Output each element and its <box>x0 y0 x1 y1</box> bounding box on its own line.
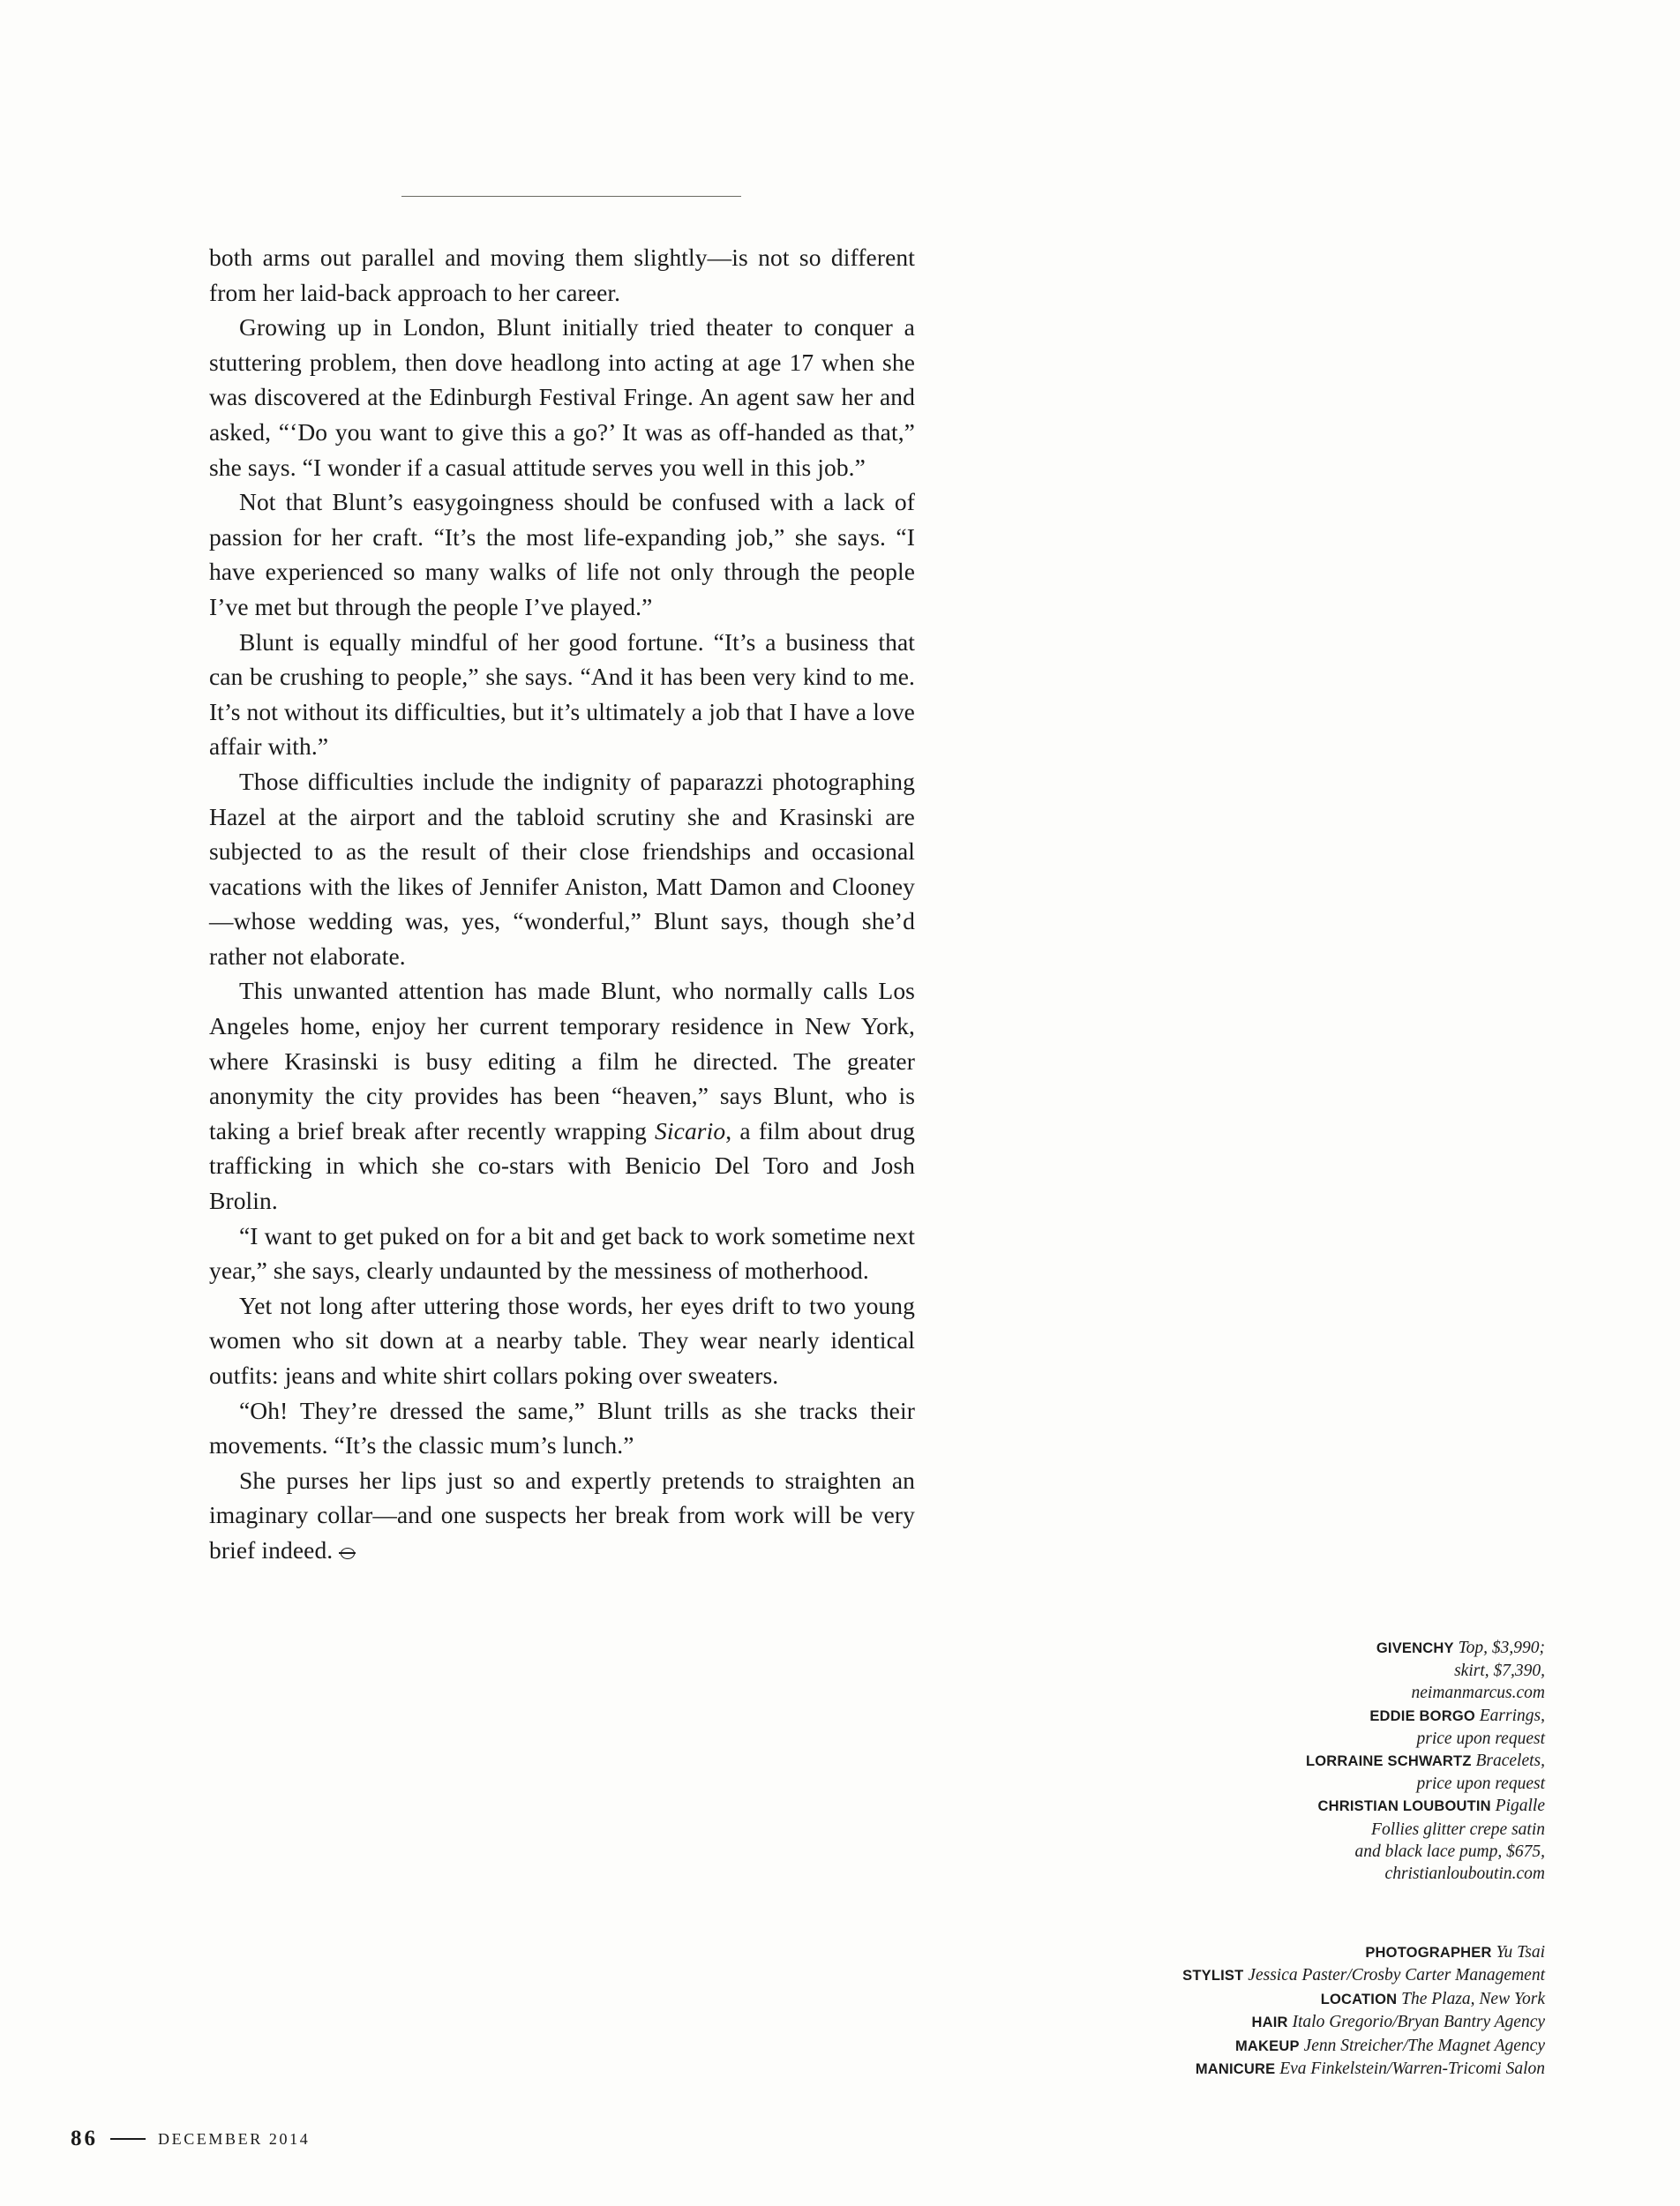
credit-line <box>1130 1819 1545 1841</box>
credit-detail: price upon request <box>1416 1729 1545 1748</box>
paragraph: Those difficulties include the indignity of paparazzi photographing Hazel at the airport and the tabloid scrutiny she and Krasinski are subjected to as the result of their close friendships and occasional vacations with the likes of Jennifer Aniston, Matt Damon and Clooney—whose wedding was, yes, “wonderful,” Blunt says, though she’d rather not elaborate. <box>209 767 915 970</box>
credit-brand: EDDIE BORGO <box>1369 1707 1475 1724</box>
credit-brand: LORRAINE SCHWARTZ <box>1305 1753 1472 1770</box>
article-body <box>209 240 915 1568</box>
paragraph: “I want to get puked on for a bit and get back to work sometime next year,” she says, clearly undaunted by the messiness of motherhood. <box>209 1221 915 1285</box>
credit-line <box>1130 1705 1545 1728</box>
credit-brand: CHRISTIAN LOUBOUTIN <box>1317 1798 1491 1815</box>
credit-line <box>1130 1750 1545 1773</box>
credit-line <box>1130 1637 1545 1660</box>
credit-line <box>1130 1660 1545 1682</box>
credit-detail: Follies glitter crepe satin <box>1371 1820 1545 1839</box>
crew-line <box>1051 2011 1545 2034</box>
crew-role: STYLIST <box>1182 1968 1244 1985</box>
crew-line <box>1051 2058 1545 2081</box>
crew-name: Jessica Paster/Crosby Carter Management <box>1248 1966 1545 1985</box>
crew-line <box>1051 1988 1545 2011</box>
credit-brand: GIVENCHY <box>1376 1640 1454 1656</box>
credit-detail: and black lace pump, $675, <box>1354 1842 1545 1861</box>
credit-detail: skirt, $7,390, <box>1454 1662 1545 1681</box>
footer-divider <box>110 2138 146 2140</box>
crew-name: Jenn Streicher/The Magnet Agency <box>1303 2036 1545 2055</box>
paragraph: “Oh! They’re dressed the same,” Blunt trills as she tracks their movements. “It’s the classic mum’s lunch.” <box>209 1396 915 1459</box>
issue-date: DECEMBER 2014 <box>158 2129 311 2148</box>
paragraph: Not that Blunt’s easygoingness should be confused with a lack of passion for her craft. “It’s the most life-expanding job,” she says. “I have experienced so many walks of life not only through the people I’ve met but through the people I’ve played.” <box>209 488 915 620</box>
crew-name: Eva Finkelstein/Warren-Tricomi Salon <box>1279 2060 1545 2079</box>
end-mark-icon <box>340 1545 355 1560</box>
credit-detail: Earrings, <box>1479 1706 1545 1725</box>
credit-line <box>1130 1795 1545 1818</box>
crew-name: The Plaza, New York <box>1401 1989 1545 2008</box>
column-top-rule <box>401 196 741 197</box>
credit-detail: neimanmarcus.com <box>1411 1684 1545 1703</box>
paragraph: Blunt is equally mindful of her good fortune. “It’s a business that can be crushing to people,” she says. “And it has been very kind to me. It’s not without its difficulties, but it’s ultimately a job that I have a love affair with.” <box>209 627 915 761</box>
credit-line <box>1130 1728 1545 1750</box>
paragraph: both arms out parallel and moving them slightly—is not so different from her laid-back approach to her career. <box>209 244 915 306</box>
credit-detail: Pigalle <box>1495 1797 1545 1816</box>
crew-role: MANICURE <box>1195 2061 1276 2078</box>
paragraph: Yet not long after uttering those words, her eyes drift to two young women who sit down at a nearby table. They wear nearly identical outfits: jeans and white shirt collars poking over sweaters. <box>209 1291 915 1389</box>
paragraph-final <box>209 1463 915 1568</box>
page-footer <box>71 2127 310 2151</box>
paragraph: Growing up in London, Blunt initially tried theater to conquer a stuttering problem, then dove headlong into acting at age 17 when she was discovered at the Edinburgh Festival Fringe. An agent saw her and asked, “‘Do you want to give this a go?’ It was as off-handed as that,” she says. “I wonder if a casual attitude serves you well in this job.” <box>209 313 915 481</box>
paragraph-text-post: , a film about drug trafficking in which she co-stars with Benicio Del Toro and Josh Brolin. <box>209 1116 915 1215</box>
crew-name: Italo Gregorio/Bryan Bantry Agency <box>1292 2013 1545 2032</box>
page-number: 86 <box>71 2127 98 2150</box>
credit-detail: christianlouboutin.com <box>1384 1865 1545 1884</box>
crew-line <box>1051 2035 1545 2058</box>
film-title: Sicario <box>655 1116 726 1144</box>
crew-role: HAIR <box>1251 2015 1288 2031</box>
credit-detail: Bracelets, <box>1475 1752 1545 1771</box>
credit-line <box>1130 1682 1545 1704</box>
crew-role: MAKEUP <box>1234 2037 1300 2054</box>
paragraph-with-film-title <box>209 973 915 1218</box>
credit-detail: price upon request <box>1416 1775 1545 1794</box>
crew-line <box>1051 1964 1545 1987</box>
credit-line <box>1130 1773 1545 1795</box>
credit-detail: Top, $3,990; <box>1458 1639 1545 1657</box>
crew-role: PHOTOGRAPHER <box>1365 1945 1492 1961</box>
crew-line <box>1051 1941 1545 1964</box>
paragraph-text-pre: This unwanted attention has made Blunt, who normally calls Los Angeles home, enjoy her current temporary residence in New York, where Krasinski is busy editing a film he directed. The greater anonymity the city provides has been “heaven,” says Blunt, who is taking a brief break after recently wrapping <box>209 977 915 1144</box>
crew-name: Yu Tsai <box>1496 1943 1545 1962</box>
crew-role: LOCATION <box>1320 1991 1398 2007</box>
fashion-credits <box>1130 1637 1545 1885</box>
credit-line <box>1130 1841 1545 1863</box>
paragraph-text: She purses her lips just so and expertly pretends to straighten an imaginary collar—and one suspects her break from work will be very brief indeed. <box>209 1466 915 1564</box>
credit-line <box>1130 1863 1545 1885</box>
crew-credits <box>1051 1941 1545 2081</box>
